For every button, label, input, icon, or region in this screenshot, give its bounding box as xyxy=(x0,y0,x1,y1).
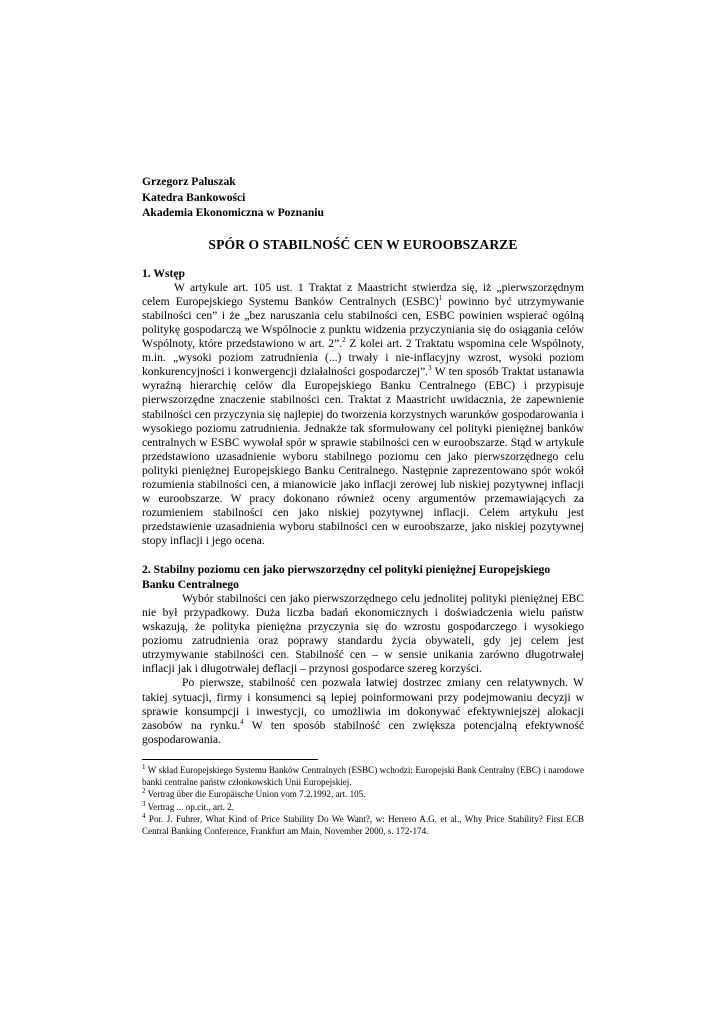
footnote-number: 4 xyxy=(142,811,146,820)
text-run: W artykule art. 105 ust. 1 Traktat z Maastricht stwierdza się, iż „pierwszorzędnym celem Europejskiego Systemu Banków Centralnych (ESBC) xyxy=(142,280,584,308)
text-run: Z kolei art. 2 Traktatu wspomina cele Wspólnoty, m.in. „wysoki poziom zatrudnienia (...) trwały i nie-inflacyjny wzrost, wysoki poziom konkurencyjności i konwergencji działalności gospodarczej”. xyxy=(142,337,584,379)
footnote-ref-4: 4 xyxy=(240,717,244,726)
footnote-number: 3 xyxy=(142,799,146,808)
footnote-text: Vertrag ... op.cit., art. 2. xyxy=(145,801,234,812)
text-run: Po pierwsze, stabilność cen pozwala łatwiej dostrzec zmiany cen relatywnych. W takiej sytuacji, firmy i konsumenci są lepiej poinformowani przy podejmowaniu decyzji w sprawie konsumpcji i inwestycji, co umożliwia im dokonywać efektywniejszej alokacji zasobów na rynku. xyxy=(142,676,584,732)
footnote-ref-2: 2 xyxy=(342,336,346,345)
footnote-number: 1 xyxy=(142,762,146,771)
footnote-separator xyxy=(142,759,318,760)
footnote-ref-1: 1 xyxy=(438,293,443,302)
section-1-paragraph xyxy=(142,281,584,549)
section-2-paragraph-1: Wybór stabilności cen jako pierwszorzędnego celu jednolitej polityki pieniężnej EBC nie był przypadkowy. Duża liczba badań ekonomicznych i doświadczenia wielu państw wskazują, że polityka pieniężna przyczynia się do wzrostu gospodarczego i wysokiego poziomu zatrudnienia oraz poprawy standardu życia obywateli, gdy jej celem jest utrzymywanie stabilności cen. Stabilność cen – w sensie unikania zarówno długotrwałej inflacji jak i długotrwałej deflacji – przynosi gospodarce szereg korzyści. xyxy=(142,591,584,676)
document-page xyxy=(142,174,584,837)
footnote-3 xyxy=(142,801,584,813)
text-run: W ten sposób stabilność cen zwiększa potencjalną efektywność gospodarowania. xyxy=(142,718,584,746)
author-institution: Akademia Ekonomiczna w Poznaniu xyxy=(142,206,324,219)
author-block xyxy=(142,174,584,221)
footnote-4 xyxy=(142,813,584,837)
author-name: Grzegorz Paluszak xyxy=(142,175,236,188)
footnote-text: W skład Europejskiego Systemu Banków Centralnych (ESBC) wchodzi: Europejski Bank Centralny (EBC) i narodowe banki centralne państw członkowskich Unii Europejskiej. xyxy=(142,764,584,788)
text-run: powinno być utrzymywanie stabilności cen” i że „bez naruszania celu stabilności cen, ESBC powinien wspierać ogólną politykę gospodarczą we Wspólnocie z punktu widzenia przyczyniania się do osiągania celów Wspólnoty, które przedstawiono w art. 2”. xyxy=(142,294,584,351)
section-2-paragraph-2 xyxy=(142,676,584,746)
footnote-ref-3: 3 xyxy=(428,364,432,373)
section-2-heading: 2. Stabilny poziomu cen jako pierwszorzędny cel polityki pieniężnej Europejskiego Banku Centralnego xyxy=(142,563,551,591)
paper-title: SPÓR O STABILNOŚĆ CEN W EUROOBSZARZE xyxy=(208,236,518,252)
footnote-text: Por. J. Fuhrer, What Kind of Price Stability Do We Want?, w: Herrero A.G. et al., Why Price Stability? First ECB Central Banking Conference, Frankfurt am Main, November 2000, s. 172-174. xyxy=(142,813,584,836)
footnote-1 xyxy=(142,764,584,788)
author-department: Katedra Bankowości xyxy=(142,190,246,204)
section-1-heading: 1. Wstęp xyxy=(142,266,185,280)
footnote-2 xyxy=(142,788,584,800)
footnote-text: Vertrag über die Europäische Union vom 7.2.1992, art. 105. xyxy=(145,789,366,800)
text-run: W ten sposób Traktat ustanawia wyraźną hierarchię celów dla Europejskiego Banku Centralnego (EBC) i przypisuje pierwszorzędne znaczenie stabilności cen. Traktat z Maastricht uwidacznia, że zapewnienie stabilności cen przyczynia się najlepiej do tworzenia korzystnych warunków gospodarowania i wysokiego poziomu zatrudnienia. Jednakże tak sformułowany cel polityki pieniężnej banków centralnych w ESBC wywołał spór w sprawie stabilności cen w euroobszarze. Stąd w artykule przedstawiono uzasadnienie wyboru stabilnego poziomu cen jako pierwszorzędnego celu polityki pieniężnej Europejskiego Banku Centralnego. Następnie zaprezentowano spór wokół rozumienia stabilności cen, a mianowicie jako inflacji zerowej lub niskiej pozytywnej inflacji w euroobszarze. W pracy dokonano również oceny argumentów przemawiających za rozumieniem stabilności cen jako niskiej pozytywnej inflacji. Celem artykułu jest przedstawienie uzasadnienia wyboru stabilności cen w euroobszarze, jako niskiej pozytywnej stopy inflacji i jego ocena. xyxy=(142,365,584,548)
footnote-number: 2 xyxy=(142,787,146,796)
